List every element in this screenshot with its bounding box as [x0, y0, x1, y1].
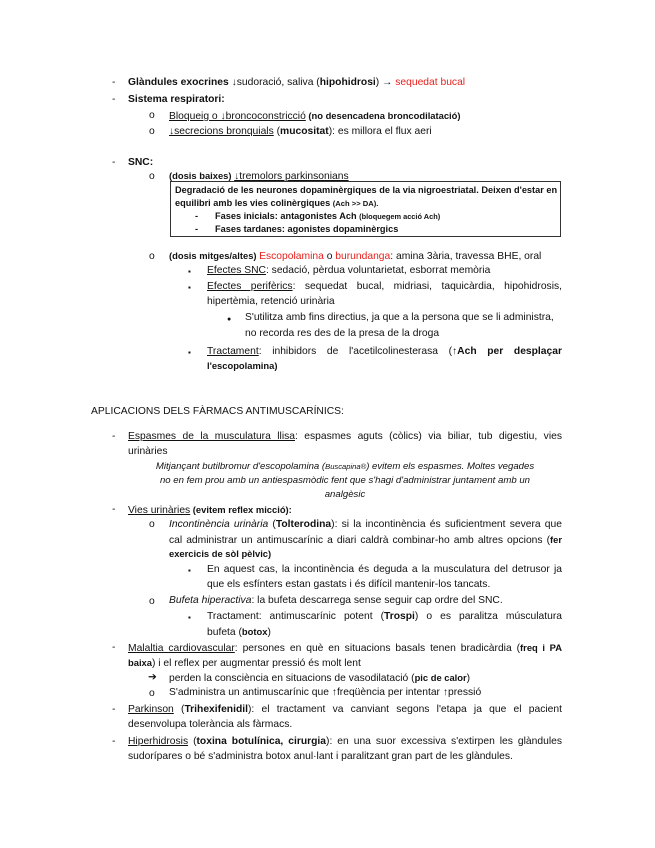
dash-marker: -: [112, 431, 116, 442]
incontinencia-line: Incontinència urinària (Tolterodina): si la incontinència és suficientment severa que: [169, 519, 562, 530]
dash-marker: -: [112, 77, 116, 88]
parkinson-line-2: desenvolupa tolerància als fàrmacs.: [128, 719, 293, 730]
dash-marker: -: [195, 211, 199, 221]
square-marker: ▪: [188, 283, 191, 292]
circle-marker: o: [149, 171, 155, 182]
sistema-respiratori-heading: Sistema respiratori:: [128, 94, 225, 105]
box-line-1: Degradació de les neurones dopaminèrgiques de la via nigroestriatal. Deixen d'estar en: [175, 185, 558, 195]
dash-marker: -: [112, 157, 116, 168]
tractament-line: Tractament: inhibidors de l'acetilcolinesterasa (↑Ach per desplaçar: [207, 346, 562, 357]
dash-marker: -: [112, 642, 116, 653]
square-marker: ▪: [188, 566, 191, 575]
square-marker: ▪: [188, 613, 191, 622]
box-line-4: Fases tardanes: agonistes dopaminèrgics: [215, 224, 399, 234]
circle-marker: o: [149, 596, 155, 607]
cardiovascular-line-2: baixa) i el reflex per augmentar pressió és molt lent: [128, 657, 361, 669]
bloqueig-line: Bloqueig o ↓broncoconstricció (no desencadena broncodilatació): [169, 110, 461, 122]
espasmes-line-2: urinàries: [128, 446, 168, 457]
dosis-baixes-line: (dosis baixes) ↓tremolors parkinsonians: [169, 170, 349, 182]
parkinson-line: Parkinson (Trihexifenidil): el tractament va canviant segons l'etapa ja que el pacient: [128, 704, 562, 715]
efectes-periferics-line: Efectes perifèrics: sequedat bucal, midriasi, taquicàrdia, hipohidrosis,: [207, 281, 562, 292]
sequedat-bucal-highlight: sequedat bucal: [395, 77, 466, 88]
consciencia-line: perden la consciència en situacions de vasodilatació (pic de calor): [169, 672, 471, 684]
tractament-line-2: l'escopolamina): [207, 360, 278, 371]
antimuscarinic-freq-line: S'administra un antimuscarínic que ↑freqüència per intentar ↑pressió: [169, 687, 482, 698]
espasmes-line: Espasmes de la musculatura llisa: espasmes aguts (còlics) via biliar, tub digestiu, vies: [128, 431, 562, 442]
detrusor-line-2: que els esfínters estan gastats i és difícil mantenir-los tancats.: [207, 579, 491, 590]
arrow-marker: ➔: [148, 672, 157, 683]
espasmes-note-2: no en fem prou amb un antiespasmòdic fent que s'hagi d'administrar juntament amb un: [159, 475, 531, 486]
bufeta-tractament-line-2: bufeta (botox): [207, 626, 271, 638]
circle-marker: o: [149, 519, 155, 530]
bufeta-tractament-line: Tractament: antimuscarínic potent (Trospi) o es paralitza músculatura: [207, 611, 562, 622]
circle-marker: o: [149, 251, 155, 262]
incontinencia-line-3: exercicis de sòl pèlvic): [169, 548, 272, 559]
box-line-2: equilibri amb les vies colinèrgiques (Ach >> DA).: [175, 198, 379, 208]
dash-marker: -: [112, 736, 116, 747]
snc-heading: SNC:: [128, 157, 154, 168]
square-marker: ▪: [188, 348, 191, 357]
dot-marker: ●: [227, 316, 232, 323]
hiperhidrosis-line-2: sudorípares o bé s'administra botox anul·lant i paralitzant gran part de les glàndules.: [128, 751, 513, 762]
dash-marker: -: [112, 704, 116, 715]
dash-marker: -: [195, 224, 199, 234]
parkinson-info-box: [170, 181, 561, 237]
circle-marker: o: [149, 110, 155, 121]
espasmes-note-1: Mitjançant butilbromur d'escopolamina (Buscapina®) evitem els espasmes. Moltes vegades: [155, 461, 535, 472]
cardiovascular-line: Malaltia cardiovascular: persones en què en situacions basals tenen bradicàrdia (freq i PA: [128, 642, 563, 654]
aplicacions-heading: APLICACIONS DELS FÀRMACS ANTIMUSCARÍNICS:: [91, 406, 344, 417]
escopolamina-line: (dosis mitges/altes) Escopolamina o burundanga: amina 3ària, travessa BHE, oral: [169, 250, 542, 262]
detrusor-line-1: En aquest cas, la incontinència és deguda a la musculatura del detrusor ja: [207, 564, 562, 575]
bufeta-line: Bufeta hiperactiva: la bufeta descarrega sense seguir cap ordre del SNC.: [169, 595, 503, 606]
incontinencia-line-2: cal administrar un antimuscarínic a diari caldrà combinar-ho amb altres opcions (fer: [169, 534, 562, 546]
efectes-periferics-line-2: hipertèmia, retenció urinària: [207, 296, 335, 307]
dash-marker: -: [112, 94, 116, 105]
circle-marker: o: [149, 688, 155, 699]
secrecions-line: ↓secrecions bronquials (mucositat): es millora el flux aeri: [169, 126, 432, 137]
square-marker: ▪: [188, 267, 191, 276]
efectes-snc-line: Efectes SNC: sedació, pèrdua voluntarietat, esborrat memòria: [207, 265, 491, 276]
circle-marker: o: [149, 126, 155, 137]
box-line-3: Fases inicials: antagonistes Ach (bloquegem acció Ach): [215, 211, 441, 221]
glandules-line: Glàndules exocrines ↓sudoració, saliva (hipohidrosi) → sequedat bucal: [128, 77, 466, 88]
escopolamina-usage-line-2: no recorda res des de la presa de la droga: [245, 328, 440, 339]
espasmes-note-3: analgèsic: [324, 489, 366, 500]
dash-marker: -: [112, 504, 116, 515]
vies-urinaries-line: Vies urinàries (evitem reflex micció):: [128, 504, 292, 516]
escopolamina-usage-line-1: S'utilitza amb fins directius, ja que a la persona que se li administra,: [245, 312, 554, 323]
hiperhidrosis-line: Hiperhidrosis (toxina botulínica, cirurgia): en una suor excessiva s'extirpen les glàndules: [128, 736, 562, 747]
